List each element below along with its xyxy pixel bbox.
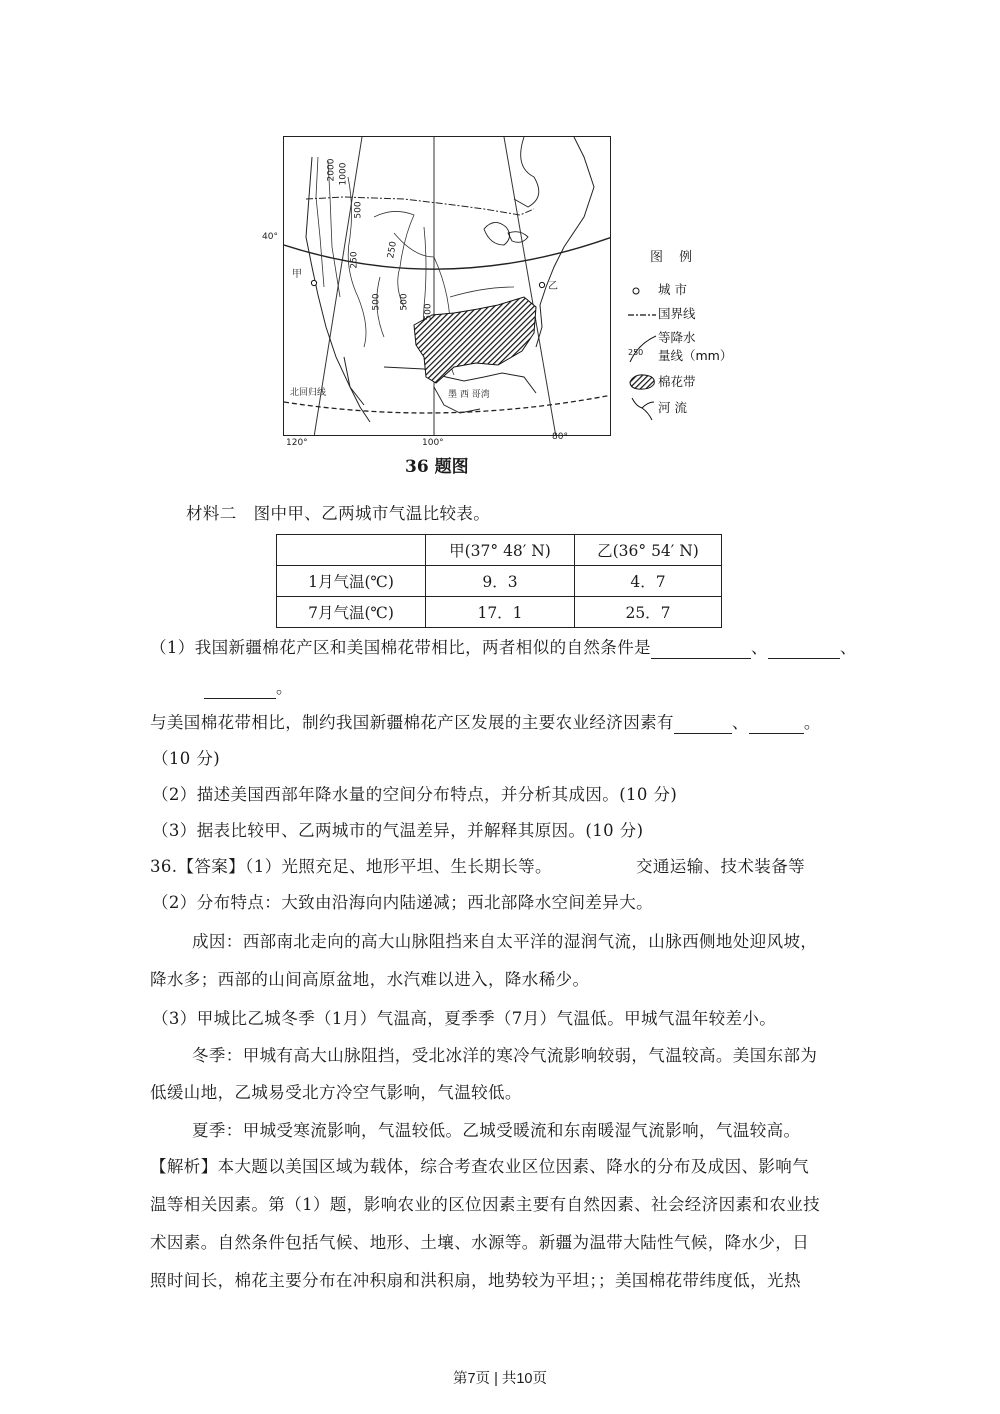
us-map-figure [283, 136, 611, 436]
border-symbol-icon [628, 308, 658, 322]
question-1-score: （10 分) [152, 749, 221, 768]
isohyet-label-500: 500 [399, 293, 410, 311]
answer-2-text: （2）分布特点：大致由沿海向内陆递减；西北部降水空间差异大。 [152, 893, 653, 912]
answer-1-suffix: 交通运输、技术装备等 [636, 857, 805, 876]
figure-caption: 36 题图 [405, 457, 469, 477]
tropic-label: 北回归线 [290, 388, 327, 398]
answer-3-winter-2: 低缓山地，乙城易受北方冷空气影响，气温较低。 [150, 1083, 522, 1102]
city-yi-marker [539, 282, 544, 287]
table-cell: 4．7 [575, 566, 722, 597]
city-symbol-icon [628, 284, 658, 298]
cotton-symbol-icon [628, 372, 658, 392]
table-header-cell: 甲(37° 48′ N) [426, 535, 575, 566]
legend-isohyet-line1: 等降水 [658, 330, 696, 345]
lon-80-label: 80° [552, 432, 568, 442]
legend-title: 图 例 [650, 250, 699, 265]
east-coastline [536, 137, 594, 347]
table-row [277, 566, 722, 597]
analysis-line: 温等相关因素。第（1）题，影响农业的区位因素主要有自然因素、社会经济因素和农业技 [150, 1195, 820, 1214]
lat-40-label: 40° [262, 232, 278, 242]
lon-100-label: 100° [422, 438, 444, 448]
temperature-table [276, 534, 722, 628]
analysis-line: 术因素。自然条件包括气候、地形、土壤、水源等。新疆为温带大陆性气候，降水少，日 [150, 1233, 810, 1252]
answer-blank[interactable] [204, 681, 276, 699]
isohyet-label-500: 500 [353, 201, 364, 219]
legend-isohyet-line2: 量线（mm） [658, 348, 733, 363]
map-legend [628, 240, 738, 430]
legend-isohyet-sample: 250 [628, 348, 644, 357]
isohyet-label-2000: 2000 [326, 158, 337, 182]
answer-2-cause-2: 降水多；西部的山间高原盆地，水汽难以进入，降水稀少。 [150, 970, 590, 989]
question-1-line-2 [204, 677, 293, 699]
legend-cotton: 棉花带 [658, 374, 696, 389]
table-cell: 17．1 [426, 597, 575, 628]
table-cell: 9．3 [426, 566, 575, 597]
separator: 、 [751, 638, 768, 657]
table-row [277, 597, 722, 628]
isohyet-label-250: 250 [349, 251, 360, 269]
answer-3-summer: 夏季：甲城受寒流影响，气温较低。乙城受暖流和东南暖湿气流影响，气温较高。 [192, 1121, 801, 1140]
river-symbol-icon [628, 396, 658, 422]
isohyet-label-250: 250 [386, 240, 400, 260]
answer-2-cause-1: 成因：西部南北走向的高大山脉阻挡来自太平洋的湿润气流，山脉西侧地处迎风坡， [192, 932, 818, 951]
answer-1-prefix: 36.【答案】（1）光照充足、地形平坦、生长期长等。 [150, 857, 552, 876]
question-1-line [150, 637, 857, 659]
question-1b-line [150, 712, 821, 734]
city-yi-label: 乙 [548, 281, 558, 292]
table-cell: 7月气温(℃) [277, 597, 426, 628]
table-cell: 1月气温(℃) [277, 566, 426, 597]
us-canada-border [306, 197, 534, 215]
separator: 、 [839, 638, 857, 657]
city-jia-marker [311, 280, 316, 285]
material-two-text: 材料二 图中甲、乙两城市气温比较表。 [186, 504, 491, 523]
question-1-text: （1）我国新疆棉花产区和美国棉花带相比，两者相似的自然条件是 [150, 638, 651, 657]
page-footer: 第7页 | 共10页 [452, 1371, 548, 1387]
table-header-cell [277, 535, 426, 566]
question-2-text: （2）描述美国西部年降水量的空间分布特点，并分析其成因。(10 分) [152, 785, 678, 804]
table-header-cell: 乙(36° 54′ N) [575, 535, 722, 566]
period: 。 [803, 713, 821, 732]
period: 。 [276, 678, 293, 697]
legend-border: 国界线 [658, 306, 696, 321]
separator: 、 [731, 713, 749, 732]
analysis-line: 照时间长，棉花主要分布在冲积扇和洪积扇，地势较为平坦；；美国棉花带纬度低，光热 [150, 1271, 801, 1290]
question-3-text: （3）据表比较甲、乙两城市的气温差异，并解释其原因。(10 分) [152, 821, 644, 840]
answer-blank[interactable] [674, 716, 732, 734]
table-cell: 25．7 [575, 597, 722, 628]
legend-river: 河 流 [658, 400, 687, 415]
analysis-line: 【解析】本大题以美国区域为载体，综合考查农业区位因素、降水的分布及成因、影响气 [150, 1157, 810, 1176]
isohyet-label-1000: 1000 [338, 162, 349, 186]
isohyet-label-500: 500 [423, 303, 434, 321]
great-lakes [484, 222, 510, 245]
answer-blank[interactable] [749, 716, 804, 734]
question-1b-text: 与美国棉花带相比，制约我国新疆棉花产区发展的主要农业经济因素有 [150, 713, 674, 732]
answer-3-text: （3）甲城比乙城冬季（1月）气温高，夏季季（7月）气温低。甲城气温年较差小。 [152, 1009, 777, 1028]
answer-blank[interactable] [768, 641, 840, 659]
answer-blank[interactable] [651, 641, 751, 659]
city-jia-label: 甲 [292, 269, 302, 280]
lon-120-label: 120° [286, 438, 308, 448]
table-header-row [277, 535, 722, 566]
isohyet-label-500: 500 [371, 293, 382, 311]
answer-3-winter-1: 冬季：甲城有高大山脉阻挡，受北冰洋的寒冷气流影响较弱，气温较高。美国东部为 [192, 1046, 818, 1065]
gulf-of-mexico-label: 墨 西 哥湾 [448, 390, 490, 400]
legend-city: 城 市 [658, 282, 687, 297]
